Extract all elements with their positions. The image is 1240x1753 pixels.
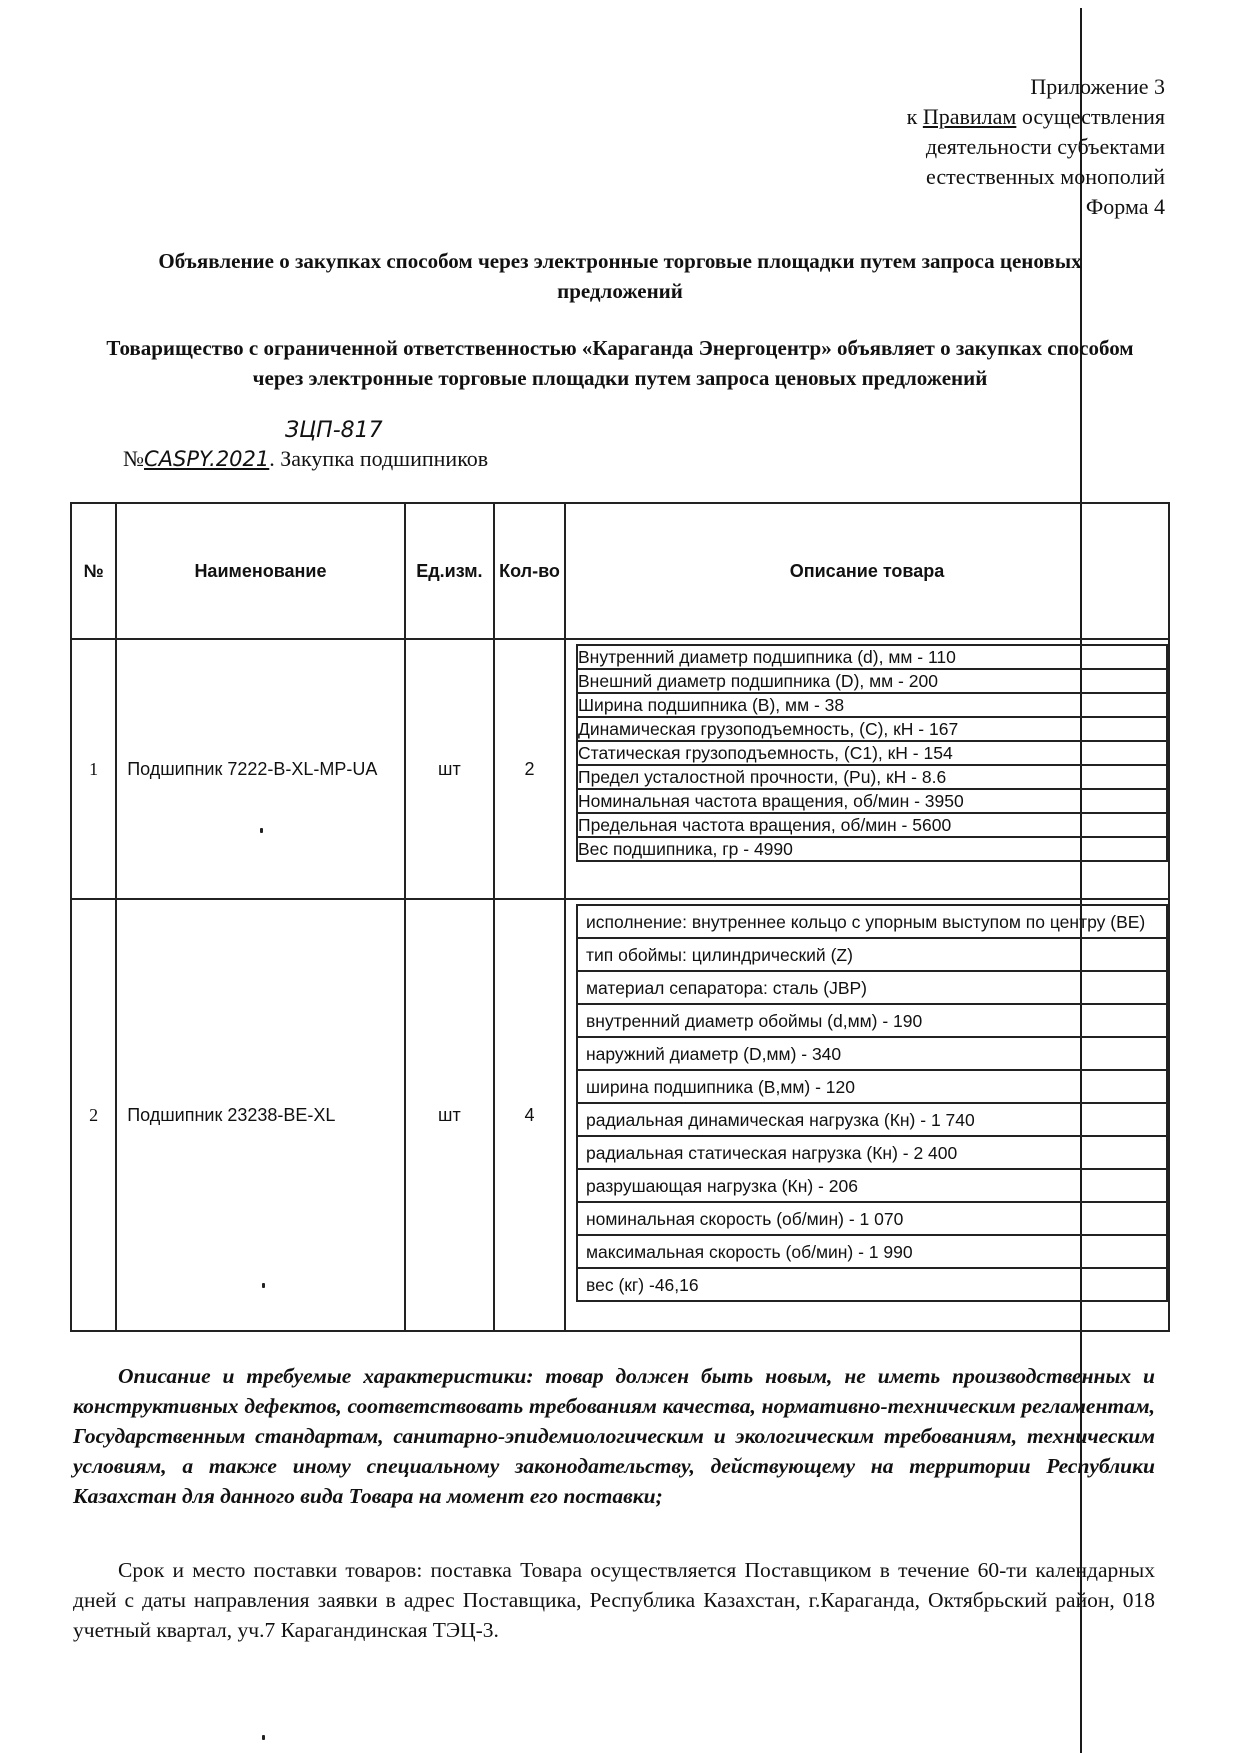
lot-text: . Закупка подшипников: [269, 446, 489, 471]
table-row: [71, 899, 1169, 1331]
spec-item: материал сепаратора: сталь (JBP): [577, 971, 1167, 1004]
spec-item: Статическая грузоподъемность, (C1), кН - 154: [577, 741, 1167, 765]
lot-line: [123, 446, 488, 472]
lot-code: CASPY.2021: [144, 447, 270, 471]
row-description: [565, 899, 1169, 1331]
spec-item: максимальная скорость (об/мин) - 1 990: [577, 1235, 1167, 1268]
table-header-row: [71, 503, 1169, 639]
document-subtitle: Товарищество с ограниченной ответственностью «Караганда Энергоцентр» объявляет о закупках способом через электронные торговые площадки путем запроса ценовых предложений: [106, 336, 1134, 390]
spec-item: Вес подшипника, гр - 4990: [577, 837, 1167, 861]
appendix-header: [745, 72, 1165, 222]
spec-item: наружний диаметр (D,мм) - 340: [577, 1037, 1167, 1070]
row-unit: шт: [405, 639, 494, 899]
scan-speck: [260, 828, 263, 833]
spec-item: Внешний диаметр подшипника (D), мм - 200: [577, 669, 1167, 693]
spec-item: номинальная скорость (об/мин) - 1 070: [577, 1202, 1167, 1235]
row-qty: 4: [494, 899, 565, 1331]
handwritten-code: ЗЦП-817: [285, 418, 383, 443]
spec-item: вес (кг) -46,16: [577, 1268, 1167, 1301]
requirements-paragraph: Описание и требуемые характеристики: товар должен быть новым, не иметь производственных и конструктивных дефектов, соответствовать требованиям качества, нормативно-техническим регламентам, Государственным стандартам, санитарно-эпидемиологическим и экологическим требованиям, техническим условиям, а также иному специальному законодательству, действующему на территории Республики Казахстан для данного вида Товара на момент его поставки;: [73, 1364, 1155, 1508]
row-name: Подшипник 7222-B-XL-MP-UA: [116, 639, 405, 899]
header-unit: Ед.изм.: [405, 503, 494, 639]
form-number: Форма 4: [1085, 194, 1165, 219]
appendix-line-2: к Правилам осуществления: [906, 104, 1165, 129]
procurement-table: [70, 502, 1170, 1332]
header-num: №: [71, 503, 116, 639]
rules-link[interactable]: Правилам: [922, 104, 1017, 129]
row-description: [565, 639, 1169, 899]
row-unit: шт: [405, 899, 494, 1331]
spec-item: Номинальная частота вращения, об/мин - 3950: [577, 789, 1167, 813]
header-name: Наименование: [116, 503, 405, 639]
spec-item: Динамическая грузоподъемность, (C), кН - 167: [577, 717, 1167, 741]
row-num: 2: [71, 899, 116, 1331]
spec-item: исполнение: внутреннее кольцо с упорным выступом по центру (BE): [577, 905, 1167, 938]
lot-prefix: №: [123, 446, 144, 471]
scan-speck: [262, 1735, 265, 1740]
row-num: 1: [71, 639, 116, 899]
spec-item: радиальная динамическая нагрузка (Кн) - 1 740: [577, 1103, 1167, 1136]
scan-speck: [262, 1283, 265, 1288]
spec-item: Ширина подшипника (B), мм - 38: [577, 693, 1167, 717]
spec-item: ширина подшипника (B,мм) - 120: [577, 1070, 1167, 1103]
delivery-paragraph: Срок и место поставки товаров: поставка Товара осуществляется Поставщиком в течение 60-ти календарных дней с даты направления заявки в адрес Поставщика, Республика Казахстан, г.Караганда, Октябрьский район, 018 учетный квартал, уч.7 Карагандинская ТЭЦ-3.: [73, 1558, 1155, 1642]
spec-table: [576, 904, 1168, 1302]
spec-item: Предел усталостной прочности, (Pu), кН - 8.6: [577, 765, 1167, 789]
spec-item: внутренний диаметр обоймы (d,мм) - 190: [577, 1004, 1167, 1037]
row-name: Подшипник 23238-BE-XL: [116, 899, 405, 1331]
spec-item: тип обоймы: цилиндрический (Z): [577, 938, 1167, 971]
spec-item: разрушающая нагрузка (Кн) - 206: [577, 1169, 1167, 1202]
spec-item: радиальная статическая нагрузка (Кн) - 2 400: [577, 1136, 1167, 1169]
header-qty: Кол-во: [494, 503, 565, 639]
appendix-line-4: естественных монополий: [926, 164, 1165, 189]
table-row: [71, 639, 1169, 899]
document-title: Объявление о закупках способом через электронные торговые площадки путем запроса ценовых предложений: [158, 249, 1082, 303]
header-desc: Описание товара: [565, 503, 1169, 639]
row-qty: 2: [494, 639, 565, 899]
appendix-line-1: Приложение 3: [1030, 74, 1165, 99]
appendix-line-3: деятельности субъектами: [925, 134, 1165, 159]
spec-item: Внутренний диаметр подшипника (d), мм - 110: [577, 645, 1167, 669]
spec-table: [576, 644, 1168, 862]
spec-item: Предельная частота вращения, об/мин - 5600: [577, 813, 1167, 837]
